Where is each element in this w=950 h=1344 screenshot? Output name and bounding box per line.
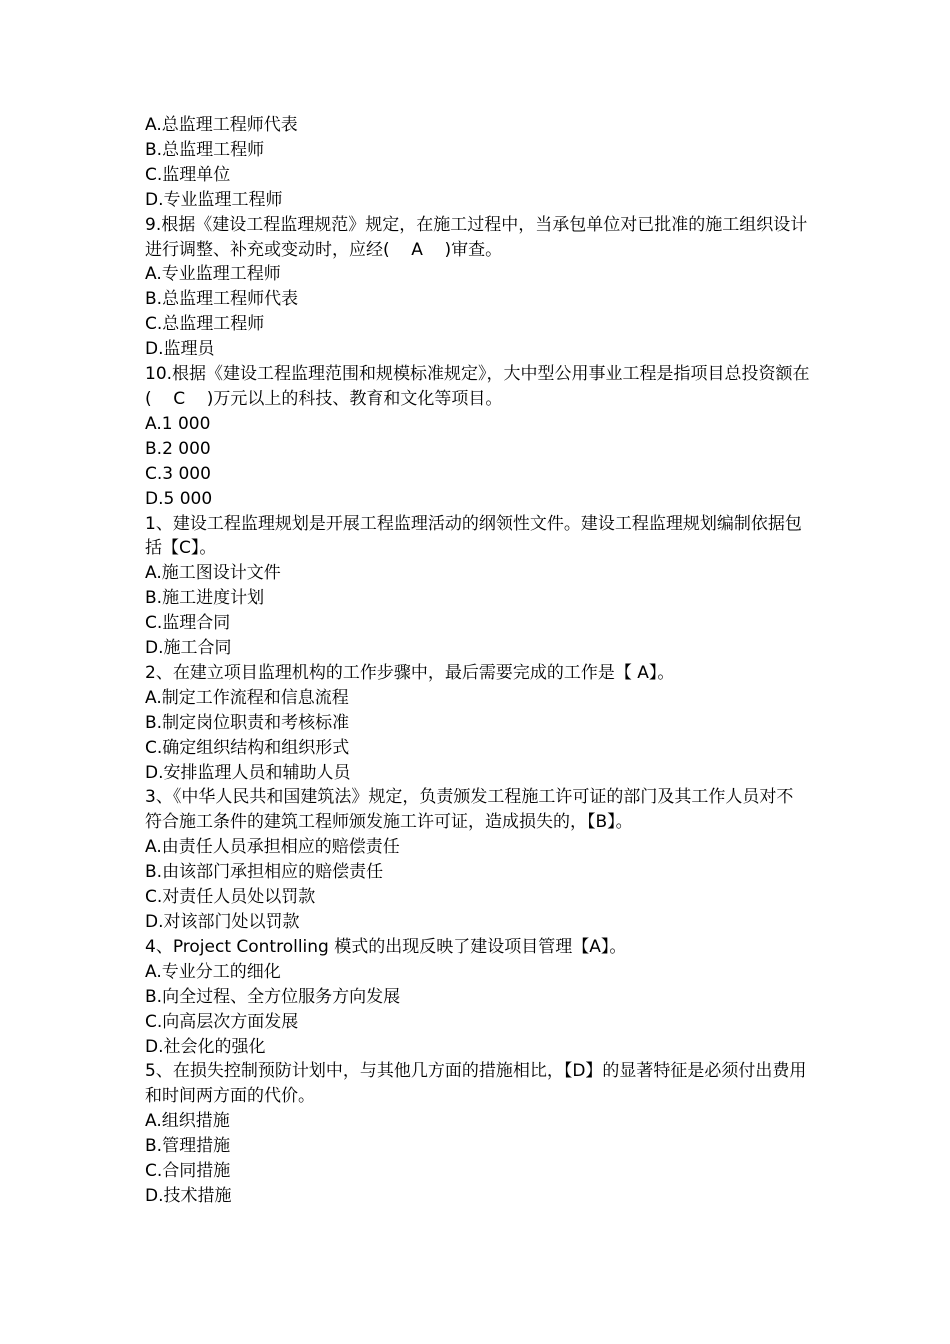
option-line: D.专业监理工程师 (145, 189, 283, 210)
document-body (145, 113, 810, 1209)
option-line: A.施工图设计文件 (145, 563, 281, 584)
option-line: B.总监理工程师代表 (145, 289, 299, 310)
question-4: 4、Project Controlling 模式的出现反映了建设项目管理【A】。 (145, 936, 627, 957)
option-line: C.3 000 (145, 463, 211, 484)
option-line: B.施工进度计划 (145, 588, 265, 609)
option-line: A.专业分工的细化 (145, 961, 281, 982)
option-line: C.对责任人员处以罚款 (145, 887, 316, 908)
question-1: 1、建设工程监理规划是开展工程监理活动的纲领性文件。建设工程监理规划编制依据包括【C】。 (145, 513, 802, 559)
option-line: D.社会化的强化 (145, 1036, 266, 1057)
option-line: B.制定岗位职责和考核标准 (145, 712, 350, 733)
option-line: D.对该部门处以罚款 (145, 912, 300, 932)
option-line: A.专业监理工程师 (145, 264, 281, 285)
option-line: B.由该部门承担相应的赔偿责任 (145, 862, 384, 883)
option-line: D.安排监理人员和辅助人员 (145, 762, 351, 783)
option-line: B.管理措施 (145, 1136, 231, 1157)
option-line: D.监理员 (145, 339, 215, 360)
option-line: D.5 000 (145, 488, 213, 509)
question-9: 9.根据《建设工程监理规范》规定，在施工过程中，当承包单位对已批准的施工组织设计进行调整、补充或变动时，应经( A )审查。 (145, 214, 808, 260)
option-line: C.监理单位 (145, 164, 231, 185)
option-line: C.合同措施 (145, 1161, 231, 1182)
option-line: B.向全过程、全方位服务方向发展 (145, 986, 401, 1007)
question-2: 2、在建立项目监理机构的工作步骤中，最后需要完成的工作是【 A】。 (145, 662, 675, 683)
option-line: A.制定工作流程和信息流程 (145, 687, 349, 708)
question-3: 3、《中华人民共和国建筑法》规定，负责颁发工程施工许可证的部门及其工作人员对不符合施工条件的建筑工程师颁发施工许可证，造成损失的，【B】。 (145, 787, 794, 833)
option-line: C.确定组织结构和组织形式 (145, 737, 350, 758)
option-line: D.施工合同 (145, 638, 232, 659)
option-line: B.2 000 (145, 438, 211, 459)
question-5: 5、在损失控制预防计划中，与其他几方面的措施相比，【D】的显著特征是必须付出费用和时间两方面的代价。 (145, 1061, 807, 1107)
option-line: A.组织措施 (145, 1111, 230, 1132)
option-line: A.1 000 (145, 413, 211, 434)
option-line: C.向高层次方面发展 (145, 1011, 299, 1032)
option-line: D.技术措施 (145, 1185, 232, 1206)
question-10: 10.根据《建设工程监理范围和规模标准规定》，大中型公用事业工程是指项目总投资额在( C )万元以上的科技、教育和文化等项目。 (145, 364, 810, 409)
option-line: C.监理合同 (145, 613, 231, 634)
option-line: C.总监理工程师 (145, 314, 265, 335)
option-line: A.由责任人员承担相应的赔偿责任 (145, 837, 400, 858)
option-line: B.总监理工程师 (145, 139, 265, 160)
option-line: A.总监理工程师代表 (145, 115, 298, 135)
